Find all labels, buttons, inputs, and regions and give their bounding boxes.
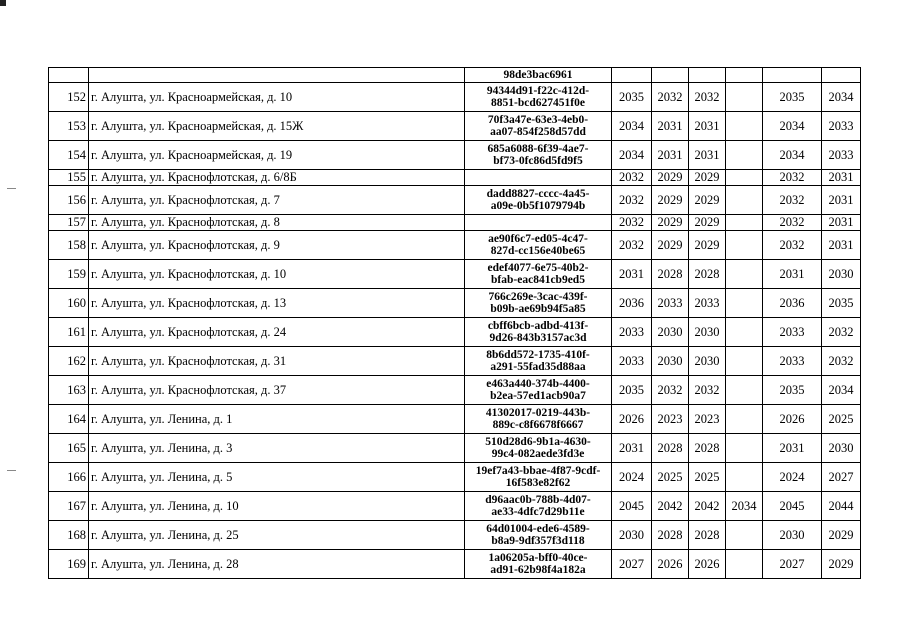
cell-year-y3: 2029 xyxy=(689,215,726,231)
cell-year-y6: 2032 xyxy=(822,318,861,347)
cell-guid: 98de3bac6961 xyxy=(465,68,612,83)
cell-year-y5: 2035 xyxy=(763,83,822,112)
cell-year-y6: 2030 xyxy=(822,260,861,289)
table-row xyxy=(49,376,861,405)
margin-tick-mark xyxy=(7,188,16,189)
cell-number: 169 xyxy=(49,550,89,579)
cell-number: 154 xyxy=(49,141,89,170)
cell-year-y4 xyxy=(726,231,763,260)
cell-year-y5: 2034 xyxy=(763,112,822,141)
cell-address: г. Алушта, ул. Краснофлотская, д. 8 xyxy=(89,215,465,231)
cell-year-y2: 2029 xyxy=(652,231,689,260)
guid-line-2: b09b-ae69b94f5a85 xyxy=(490,303,586,315)
guid-line-2: bf73-0fc86d5fd9f5 xyxy=(493,155,583,167)
cell-guid xyxy=(465,83,612,112)
cell-address: г. Алушта, ул. Ленина, д. 28 xyxy=(89,550,465,579)
cell-year-y6: 2027 xyxy=(822,463,861,492)
cell-year-y2: 2026 xyxy=(652,550,689,579)
cell-year-y3: 2031 xyxy=(689,112,726,141)
cell-year-y1: 2036 xyxy=(612,289,652,318)
cell-year-y4: 2034 xyxy=(726,492,763,521)
table-row xyxy=(49,434,861,463)
guid-line-1: 510d28d6-9b1a-4630- xyxy=(485,436,591,448)
cell-number: 157 xyxy=(49,215,89,231)
cell-year-y4 xyxy=(726,170,763,186)
guid-line-1: dadd8827-cccc-4a45- xyxy=(486,188,590,200)
cell-year-y3: 2028 xyxy=(689,521,726,550)
cell-guid xyxy=(465,289,612,318)
cell-number: 166 xyxy=(49,463,89,492)
cell-number xyxy=(49,68,89,83)
guid-line-2: 8851-bcd627451f0e xyxy=(491,97,585,109)
cell-year-y6: 2034 xyxy=(822,376,861,405)
cell-guid xyxy=(465,405,612,434)
cell-year-y3: 2031 xyxy=(689,141,726,170)
cell-year-y3: 2030 xyxy=(689,347,726,376)
cell-year-y4 xyxy=(726,550,763,579)
guid-line-2: a09e-0b5f1079794b xyxy=(490,200,586,212)
guid-line-1: 41302017-0219-443b- xyxy=(485,407,591,419)
cell-year-y2: 2028 xyxy=(652,434,689,463)
scan-corner-mark xyxy=(0,0,6,6)
guid-line-1: 685a6088-6f39-4ae7- xyxy=(487,143,589,155)
cell-year-y5: 2030 xyxy=(763,521,822,550)
cell-guid xyxy=(465,318,612,347)
cell-guid xyxy=(465,376,612,405)
cell-year-y3: 2032 xyxy=(689,376,726,405)
table-row xyxy=(49,318,861,347)
table-row xyxy=(49,463,861,492)
cell-year-y3: 2032 xyxy=(689,83,726,112)
cell-year-y1: 2031 xyxy=(612,434,652,463)
cell-year-y5: 2034 xyxy=(763,141,822,170)
cell-year-y1: 2026 xyxy=(612,405,652,434)
cell-number: 161 xyxy=(49,318,89,347)
table-row xyxy=(49,231,861,260)
cell-number: 162 xyxy=(49,347,89,376)
cell-year-y3: 2025 xyxy=(689,463,726,492)
guid-line-1: e463a440-374b-4400- xyxy=(486,378,590,390)
cell-year-y4 xyxy=(726,260,763,289)
cell-year-y1: 2034 xyxy=(612,141,652,170)
guid-line-2: 9d26-843b3157ac3d xyxy=(489,332,587,344)
table-row xyxy=(49,405,861,434)
cell-year-y5: 2035 xyxy=(763,376,822,405)
cell-year-y6: 2031 xyxy=(822,170,861,186)
cell-year-y5: 2033 xyxy=(763,347,822,376)
cell-year-y6: 2031 xyxy=(822,215,861,231)
table-row xyxy=(49,170,861,186)
cell-address xyxy=(89,68,465,83)
cell-year-y3: 2023 xyxy=(689,405,726,434)
cell-year-y5: 2032 xyxy=(763,186,822,215)
cell-address: г. Алушта, ул. Ленина, д. 10 xyxy=(89,492,465,521)
cell-year-y1: 2045 xyxy=(612,492,652,521)
cell-year-y4 xyxy=(726,318,763,347)
cell-guid xyxy=(465,550,612,579)
register-table xyxy=(48,67,861,579)
cell-address: г. Алушта, ул. Краснофлотская, д. 7 xyxy=(89,186,465,215)
cell-year-y4 xyxy=(726,215,763,231)
cell-guid xyxy=(465,347,612,376)
guid-line-2: b2ea-57ed1acb90a7 xyxy=(490,390,586,402)
guid-line-2: bfab-eac841cb9ed5 xyxy=(491,274,585,286)
cell-year-y4 xyxy=(726,376,763,405)
table-row-continued xyxy=(49,68,861,83)
cell-guid xyxy=(465,434,612,463)
cell-year-y5: 2031 xyxy=(763,260,822,289)
cell-year-y3: 2042 xyxy=(689,492,726,521)
cell-address: г. Алушта, ул. Ленина, д. 5 xyxy=(89,463,465,492)
cell-number: 167 xyxy=(49,492,89,521)
cell-year-y2: 2031 xyxy=(652,112,689,141)
cell-year-y6: 2033 xyxy=(822,112,861,141)
guid-line-2: ae33-4dfc7d29b11e xyxy=(491,506,585,518)
cell-address: г. Алушта, ул. Краснофлотская, д. 31 xyxy=(89,347,465,376)
cell-year-y2: 2030 xyxy=(652,318,689,347)
cell-year-y5: 2033 xyxy=(763,318,822,347)
cell-year-y5: 2031 xyxy=(763,434,822,463)
guid-line-1: 1a06205a-bff0-40ce- xyxy=(488,552,588,564)
cell-year-y2: 2030 xyxy=(652,347,689,376)
cell-number: 164 xyxy=(49,405,89,434)
cell-year-y1: 2033 xyxy=(612,347,652,376)
cell-year-y4 xyxy=(726,83,763,112)
cell-year-y6: 2044 xyxy=(822,492,861,521)
cell-year-y4 xyxy=(726,186,763,215)
cell-address: г. Алушта, ул. Краснофлотская, д. 24 xyxy=(89,318,465,347)
cell-year-y3: 2028 xyxy=(689,260,726,289)
table-row xyxy=(49,186,861,215)
cell-year-y4 xyxy=(726,463,763,492)
cell-year-y3: 2029 xyxy=(689,231,726,260)
guid-line-2: 16f583e82f62 xyxy=(505,477,571,489)
cell-year-y5: 2045 xyxy=(763,492,822,521)
cell-year-y2: 2029 xyxy=(652,215,689,231)
cell-number: 163 xyxy=(49,376,89,405)
table-row xyxy=(49,289,861,318)
guid-line-1: 94344d91-f22c-412d- xyxy=(486,85,590,97)
cell-year-y1: 2031 xyxy=(612,260,652,289)
guid-line-2: a291-55fad35d88aa xyxy=(490,361,586,373)
cell-year-y3: 2030 xyxy=(689,318,726,347)
cell-number: 155 xyxy=(49,170,89,186)
cell-address: г. Алушта, ул. Краснофлотская, д. 37 xyxy=(89,376,465,405)
document-page xyxy=(48,67,861,579)
cell-year-y3: 2029 xyxy=(689,170,726,186)
cell-year-y1: 2032 xyxy=(612,231,652,260)
cell-number: 153 xyxy=(49,112,89,141)
cell-guid xyxy=(465,463,612,492)
cell-guid xyxy=(465,215,612,231)
cell-year-y6: 2034 xyxy=(822,83,861,112)
cell-year-y1: 2035 xyxy=(612,83,652,112)
cell-year-y5: 2024 xyxy=(763,463,822,492)
cell-guid xyxy=(465,492,612,521)
cell-year-y2: 2033 xyxy=(652,289,689,318)
cell-year-y3: 2029 xyxy=(689,186,726,215)
cell-number: 168 xyxy=(49,521,89,550)
cell-address: г. Алушта, ул. Ленина, д. 1 xyxy=(89,405,465,434)
table-row xyxy=(49,347,861,376)
cell-address: г. Алушта, ул. Красноармейская, д. 19 xyxy=(89,141,465,170)
cell-year-y4 xyxy=(726,405,763,434)
cell-year-y3: 2028 xyxy=(689,434,726,463)
table-row xyxy=(49,141,861,170)
cell-address: г. Алушта, ул. Краснофлотская, д. 6/8Б xyxy=(89,170,465,186)
cell-year-y6: 2025 xyxy=(822,405,861,434)
cell-year-y6: 2031 xyxy=(822,186,861,215)
cell-year-y4 xyxy=(726,141,763,170)
cell-guid xyxy=(465,186,612,215)
cell-number: 165 xyxy=(49,434,89,463)
guid-line-1: cbff6bcb-adbd-413f- xyxy=(487,320,589,332)
table-row xyxy=(49,521,861,550)
cell-year-y6: 2033 xyxy=(822,141,861,170)
cell-year-y4 xyxy=(726,112,763,141)
cell-guid xyxy=(465,141,612,170)
cell-guid xyxy=(465,521,612,550)
cell-year-y1: 2034 xyxy=(612,112,652,141)
cell-year-y6: 2032 xyxy=(822,347,861,376)
cell-year-y1: 2032 xyxy=(612,215,652,231)
table-row xyxy=(49,112,861,141)
cell-year-y2: 2032 xyxy=(652,83,689,112)
cell-address: г. Алушта, ул. Красноармейская, д. 10 xyxy=(89,83,465,112)
cell-year-y1: 2024 xyxy=(612,463,652,492)
guid-line-1: d96aac0b-788b-4d07- xyxy=(485,494,591,506)
cell-year-y5: 2032 xyxy=(763,215,822,231)
cell-year-y1: 2030 xyxy=(612,521,652,550)
cell-year-y6: 2029 xyxy=(822,521,861,550)
guid-line-1: 70f3a47e-63e3-4eb0- xyxy=(487,114,589,126)
table-row xyxy=(49,492,861,521)
guid-line-1: 64d01004-ede6-4589- xyxy=(486,523,590,535)
guid-line-2: aa07-854f258d57dd xyxy=(490,126,586,138)
guid-line-2: ad91-62b98f4a182a xyxy=(490,564,586,576)
cell-year-y5: 2032 xyxy=(763,231,822,260)
guid-line-2: 99c4-082aede3fd3e xyxy=(491,448,585,460)
cell-year-y5: 2027 xyxy=(763,550,822,579)
cell-year-y2: 2028 xyxy=(652,260,689,289)
table-row xyxy=(49,83,861,112)
cell-year-y3: 2033 xyxy=(689,289,726,318)
cell-guid xyxy=(465,260,612,289)
cell-address: г. Алушта, ул. Краснофлотская, д. 9 xyxy=(89,231,465,260)
cell-year-y1: 2033 xyxy=(612,318,652,347)
cell-year-y2: 2031 xyxy=(652,141,689,170)
cell-guid xyxy=(465,231,612,260)
cell-number: 160 xyxy=(49,289,89,318)
guid-line-2: b8a9-9df357f3d118 xyxy=(491,535,585,547)
cell-year-y2: 2029 xyxy=(652,186,689,215)
cell-number: 156 xyxy=(49,186,89,215)
guid-line-1: edef4077-6e75-40b2- xyxy=(487,262,589,274)
table-row xyxy=(49,550,861,579)
cell-year-y1: 2035 xyxy=(612,376,652,405)
cell-number: 152 xyxy=(49,83,89,112)
cell-year-y2: 2029 xyxy=(652,170,689,186)
cell-year-y2: 2025 xyxy=(652,463,689,492)
cell-year-y2: 2023 xyxy=(652,405,689,434)
cell-address: г. Алушта, ул. Краснофлотская, д. 10 xyxy=(89,260,465,289)
cell-year-y6: 2031 xyxy=(822,231,861,260)
cell-year-y4 xyxy=(726,289,763,318)
guid-line-1: 8b6dd572-1735-410f- xyxy=(486,349,590,361)
guid-line-1: 766c269e-3cac-439f- xyxy=(488,291,588,303)
cell-year-y1: 2032 xyxy=(612,186,652,215)
cell-guid xyxy=(465,170,612,186)
cell-year-y5: 2032 xyxy=(763,170,822,186)
guid-line-2: 827d-cc156e40be65 xyxy=(490,245,586,257)
guid-line-1: 19ef7a43-bbae-4f87-9cdf- xyxy=(475,465,601,477)
table-row xyxy=(49,215,861,231)
margin-tick-mark xyxy=(7,470,16,471)
cell-address: г. Алушта, ул. Красноармейская, д. 15Ж xyxy=(89,112,465,141)
guid-line-1: ae90f6c7-ed05-4c47- xyxy=(488,233,588,245)
cell-year-y4 xyxy=(726,434,763,463)
cell-year-y6: 2030 xyxy=(822,434,861,463)
cell-year-y5: 2036 xyxy=(763,289,822,318)
cell-year-y4 xyxy=(726,521,763,550)
cell-year-y2: 2032 xyxy=(652,376,689,405)
cell-year-y6: 2029 xyxy=(822,550,861,579)
cell-number: 158 xyxy=(49,231,89,260)
cell-year-y2: 2042 xyxy=(652,492,689,521)
cell-number: 159 xyxy=(49,260,89,289)
cell-address: г. Алушта, ул. Краснофлотская, д. 13 xyxy=(89,289,465,318)
cell-year-y2: 2028 xyxy=(652,521,689,550)
guid-line-2: 889c-c8f6678f6667 xyxy=(492,419,584,431)
cell-year-y3: 2026 xyxy=(689,550,726,579)
cell-year-y1: 2032 xyxy=(612,170,652,186)
cell-guid xyxy=(465,112,612,141)
cell-year-y5: 2026 xyxy=(763,405,822,434)
cell-year-y6: 2035 xyxy=(822,289,861,318)
cell-year-y1: 2027 xyxy=(612,550,652,579)
cell-address: г. Алушта, ул. Ленина, д. 25 xyxy=(89,521,465,550)
cell-year-y4 xyxy=(726,347,763,376)
table-row xyxy=(49,260,861,289)
cell-address: г. Алушта, ул. Ленина, д. 3 xyxy=(89,434,465,463)
